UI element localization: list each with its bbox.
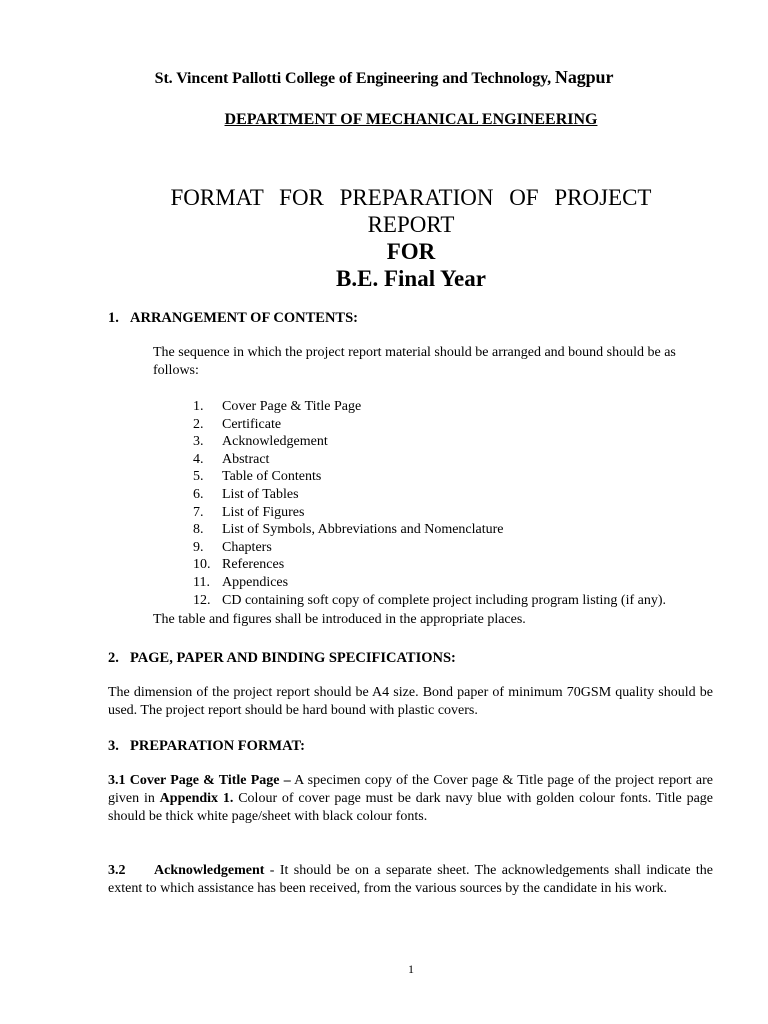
list-item: 4. Abstract <box>193 451 270 467</box>
list-item: 5. Table of Contents <box>193 469 322 485</box>
section-3-title: PREPARATION FORMAT: <box>130 738 305 754</box>
doc-title-line-3: FOR <box>386 239 436 264</box>
list-item: 11. Appendices <box>193 574 289 590</box>
list-item: 3. Acknowledgement <box>193 434 328 450</box>
section-1-intro: The sequence in which the project report material should be arranged and bound should be as follows: <box>153 345 676 378</box>
section-3-2-number: 3.2 <box>108 863 126 878</box>
section-3-1-label: 3.1 Cover Page & Title Page – <box>108 773 291 788</box>
list-item: 7. List of Figures <box>193 504 305 520</box>
section-3-number: 3. <box>108 738 119 754</box>
section-1-title: ARRANGEMENT OF CONTENTS: <box>130 310 358 326</box>
appendix-reference: Appendix 1. <box>159 791 234 806</box>
doc-title-line-2: REPORT <box>367 212 455 237</box>
section-1-closing-note: The table and figures shall be introduced in the appropriate places. <box>153 612 526 627</box>
list-item: 10. References <box>193 557 285 573</box>
section-1-number: 1. <box>108 310 119 326</box>
section-3-2-label: Acknowledgement <box>154 863 265 878</box>
college-name-text: St. Vincent Pallotti College of Engineering and Technology, <box>154 70 552 87</box>
college-city: Nagpur <box>554 67 614 87</box>
list-item: 1. Cover Page & Title Page <box>193 399 362 414</box>
list-item: 2. Certificate <box>193 416 282 432</box>
list-item: 8. List of Symbols, Abbreviations and Nomenclature <box>193 522 504 538</box>
section-3-heading <box>108 738 305 755</box>
list-item: 9. Chapters <box>193 539 272 555</box>
contents-list <box>193 398 666 609</box>
section-2-number: 2. <box>108 650 119 666</box>
list-item: 6. List of Tables <box>193 486 299 502</box>
list-item: 12. CD containing soft copy of complete project including program listing (if any). <box>193 592 667 608</box>
section-2-title: PAGE, PAPER AND BINDING SPECIFICATIONS: <box>130 650 456 666</box>
section-1-heading <box>108 310 358 327</box>
doc-title-line-4: B.E. Final Year <box>336 266 486 291</box>
department-title: DEPARTMENT OF MECHANICAL ENGINEERING <box>224 111 598 128</box>
section-3-1-paragraph: 3.1 Cover Page & Title Page – A specimen copy of the Cover page & Title page of the project report are given in Appendix 1. Colour of cover page must be dark navy blue with golden colour fonts. Title page should be thick white page/sheet with black colour fonts. <box>108 773 713 824</box>
doc-title-line-1: FORMAT FOR PREPARATION OF PROJECT <box>170 185 652 210</box>
section-2-heading <box>108 650 456 667</box>
page-number: 1 <box>408 962 414 976</box>
college-name <box>0 67 768 88</box>
section-3-2-paragraph: 3.2 Acknowledgement - It should be on a separate sheet. The acknowledgements shall indicate the extent to which assistance has been received, from the various sources by the candidate in his work. <box>108 863 713 896</box>
section-2-text: The dimension of the project report should be A4 size. Bond paper of minimum 70GSM quality should be used. The project report should be hard bound with plastic covers. <box>108 685 713 718</box>
